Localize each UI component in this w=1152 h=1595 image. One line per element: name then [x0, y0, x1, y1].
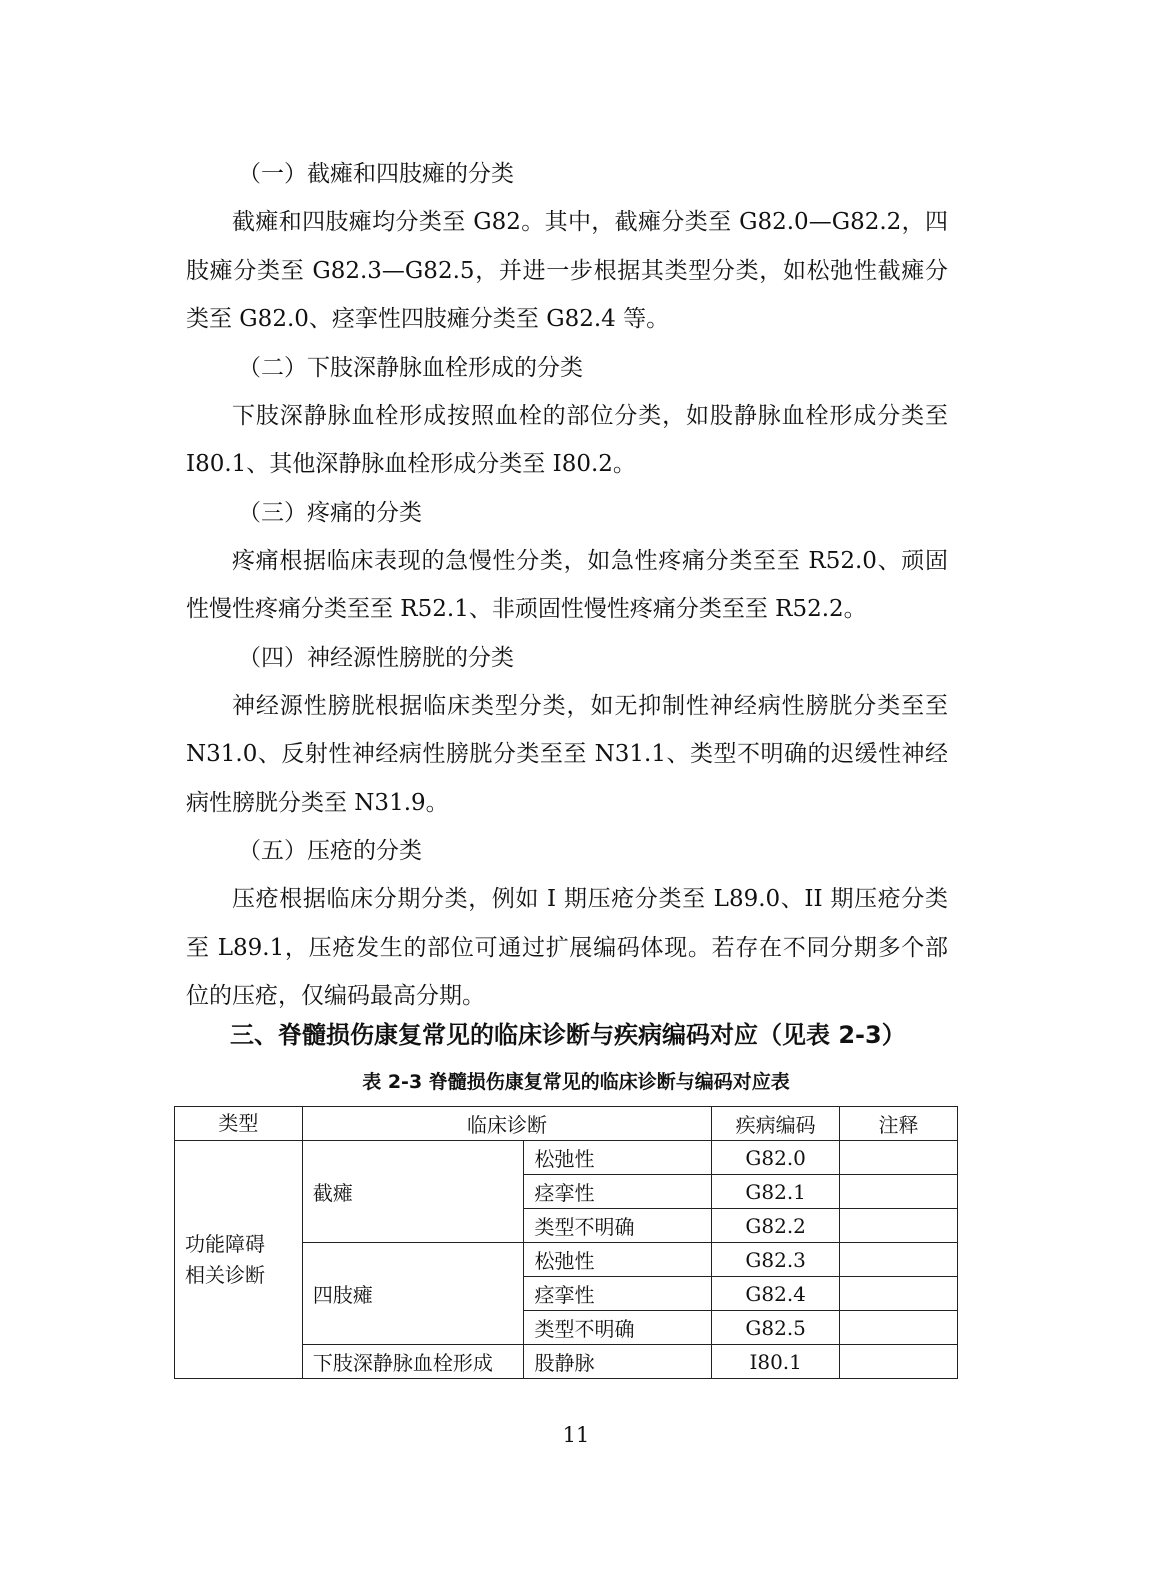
code-cell: G82.0	[712, 1141, 840, 1175]
section-5	[186, 827, 948, 1021]
diagnosis-sub-cell: 类型不明确	[524, 1209, 712, 1243]
diagnosis-sub-cell: 类型不明确	[524, 1311, 712, 1345]
code-cell: I80.1	[712, 1345, 840, 1379]
header-note: 注释	[840, 1107, 958, 1141]
diagnosis-group-cell: 下肢深静脉血栓形成	[302, 1345, 524, 1379]
subsection-heading: （五）压疮的分类	[238, 838, 422, 864]
table-row	[175, 1141, 958, 1175]
paragraph: 神经源性膀胱根据临床类型分类，如无抑制性神经病性膀胱分类至至 N31.0、反射性神经病性膀胱分类至至 N31.1、类型不明确的迟缓性神经病性膀胱分类至 N31.9。	[186, 692, 948, 816]
code-cell: G82.5	[712, 1311, 840, 1345]
note-cell	[840, 1243, 958, 1277]
note-cell	[840, 1209, 958, 1243]
section-1	[186, 150, 948, 344]
diagnosis-sub-cell: 痉挛性	[524, 1277, 712, 1311]
note-cell	[840, 1345, 958, 1379]
paragraph: 疼痛根据临床表现的急慢性分类，如急性疼痛分类至至 R52.0、顽固性慢性疼痛分类至至 R52.1、非顽固性慢性疼痛分类至至 R52.2。	[186, 547, 948, 622]
section-4	[186, 634, 948, 828]
type-cell	[175, 1141, 303, 1379]
header-diagnosis: 临床诊断	[302, 1107, 711, 1141]
section-heading: 三、脊髓损伤康复常见的临床诊断与疾病编码对应（见表 2-3）	[230, 1021, 906, 1049]
code-cell: G82.2	[712, 1209, 840, 1243]
note-cell	[840, 1175, 958, 1209]
page-number: 11	[562, 1423, 590, 1447]
header-code: 疾病编码	[712, 1107, 840, 1141]
subsection-heading: （二）下肢深静脉血栓形成的分类	[238, 354, 583, 381]
diagnosis-code-table	[174, 1106, 958, 1379]
body-text	[186, 150, 948, 1021]
subsection-heading: （四）神经源性膀胱的分类	[238, 644, 514, 671]
type-label: 功能障碍 相关诊断	[185, 1231, 265, 1287]
diagnosis-sub-cell: 痉挛性	[524, 1175, 712, 1209]
diagnosis-group-cell: 四肢瘫	[302, 1243, 524, 1345]
diagnosis-sub-cell: 松弛性	[524, 1141, 712, 1175]
paragraph: 截瘫和四肢瘫均分类至 G82。其中，截瘫分类至 G82.0—G82.2，四肢瘫分类至 G82.3—G82.5，并进一步根据其类型分类，如松弛性截瘫分类至 G82.0、痉挛性四肢瘫分类至 G82.4 等。	[186, 209, 948, 332]
paragraph: 压疮根据临床分期分类，例如 I 期压疮分类至 L89.0、II 期压疮分类至 L89.1，压疮发生的部位可通过扩展编码体现。若存在不同分期多个部位的压疮，仅编码最高分期。	[186, 886, 948, 1009]
diagnosis-group-cell: 截瘫	[302, 1141, 524, 1243]
diagnosis-sub-cell: 松弛性	[524, 1243, 712, 1277]
header-type: 类型	[175, 1107, 303, 1141]
paragraph: 下肢深静脉血栓形成按照血栓的部位分类，如股静脉血栓形成分类至 I80.1、其他深静脉血栓形成分类至 I80.2。	[186, 402, 948, 477]
note-cell	[840, 1141, 958, 1175]
note-cell	[840, 1277, 958, 1311]
diagnosis-sub-cell: 股静脉	[524, 1345, 712, 1379]
note-cell	[840, 1311, 958, 1345]
section-2	[186, 344, 948, 489]
section-3	[186, 489, 948, 634]
code-cell: G82.3	[712, 1243, 840, 1277]
subsection-heading: （一）截瘫和四肢瘫的分类	[238, 161, 514, 187]
code-cell: G82.4	[712, 1277, 840, 1311]
table-header-row	[175, 1107, 958, 1141]
table-caption: 表 2-3 脊髓损伤康复常见的临床诊断与编码对应表	[362, 1071, 790, 1093]
code-cell: G82.1	[712, 1175, 840, 1209]
subsection-heading: （三）疼痛的分类	[238, 499, 422, 526]
